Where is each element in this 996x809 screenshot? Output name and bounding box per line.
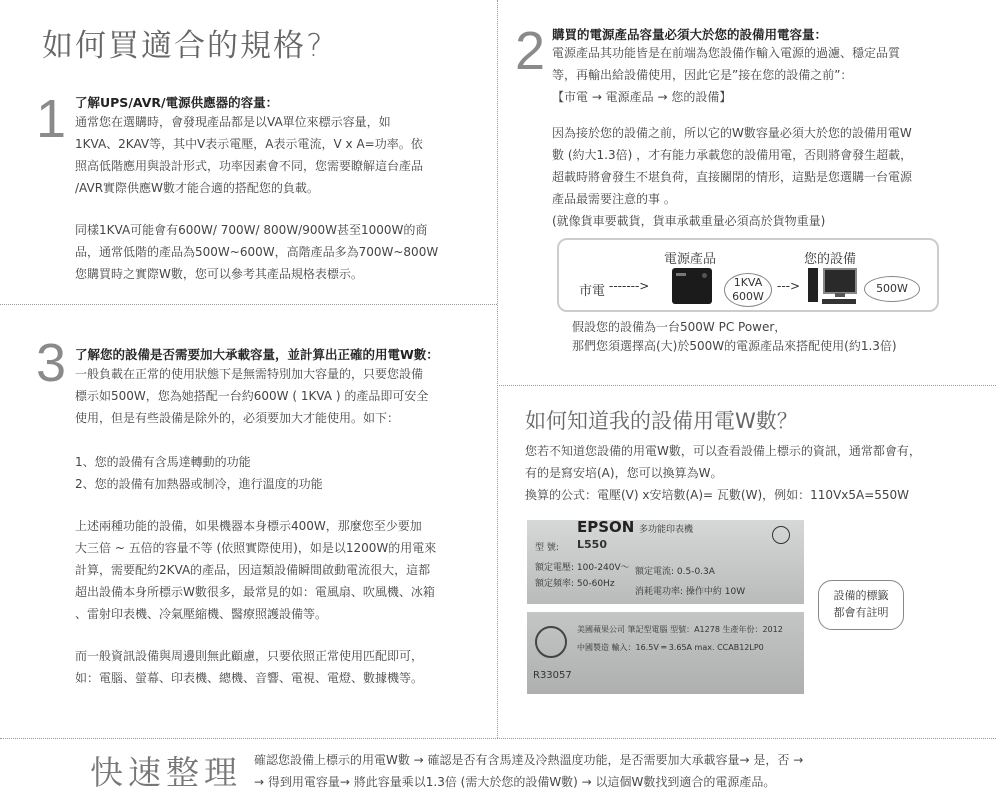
summary-text: 確認您設備上標示的用電W數 → 確認是否有含馬達及冷熱溫度功能，是否需要加大承載容量→ 是，否 → → 得到用電容量→ 將此容量乘以1.3倍 (需大於您的設備W數) → 以這個W數找到適合的電源產品。: [254, 753, 804, 789]
mains-arrow: ------->: [609, 279, 650, 293]
label-model: L550: [577, 538, 607, 551]
section-4-text: 您若不知道您設備的用電W數，可以查看設備上標示的資訊，通常都會有， 有的是寫安培(A)，您可以換算為W。 換算的公式：電壓(V) x安培數(A)= 瓦數(W)，例如：110Vx5A=550W: [525, 444, 921, 502]
section-1-number: 1: [36, 89, 67, 149]
summary-title: 快速整理: [90, 753, 242, 792]
ups-arrow: --->: [777, 279, 801, 293]
section-2-text-2: 因為接於您的設備之前，所以它的W數容量必須大於您的設備用電W 數 (約大1.3倍) ，才有能力承載您的設備用電，否則將會發生超載， 超載時將會發生不堪負荷，直接關閉的情形，這點是您選購一台電源 產品最需要注意的事 。 (就像貨車要載貨，貨車承載重量必須高於貨物重量): [552, 126, 913, 228]
label-power: 消耗電功率: 操作中約 10W: [635, 587, 746, 597]
section-3-text: 一般負載在正常的使用狀態下是無需特別加大容量的，只要您設備 標示如500W，您為她搭配一台約600W ( 1KVA ) 的產品即可安全 使用，但是有些設備是除外的，必須要加大才能使用。如下：: [75, 367, 429, 425]
certification-mark-icon: [772, 526, 790, 544]
computer-icon: [808, 268, 860, 306]
ups-capacity-bubble: 1KVA 600W: [724, 273, 772, 307]
label-brand: EPSON: [577, 518, 635, 536]
power-chain-diagram: [557, 238, 939, 312]
label-desc: 多功能印表機: [639, 525, 694, 535]
laptop-label-photo: [527, 612, 804, 694]
section-1-text: 通常您在選購時，會發現產品都是以VA單位來標示容量，如 1KVA、2KAV等，其中V表示電壓，A表示電流，V x A=功率。依 照高低階應用與設計形式，功率因素會不同，您需要瞭解這台產品 /AVR實際供應W數才能合適的搭配您的負載。: [75, 115, 424, 195]
section-2-text: 電源產品其功能皆是在前端為您設備作輸入電源的過濾、穩定品質 等，再輸出給設備使用，因此它是”接在您的設備之前”： 【市電 → 電源產品 → 您的設備】: [552, 46, 901, 104]
section-3-text-3: 而一般資訊設備與周邊則無此顧慮，只要依照正常使用匹配即可， 如：電腦、螢幕、印表機、總機、音響、電視、電燈、數據機等。: [75, 649, 424, 685]
ups-icon: [672, 268, 712, 304]
laptop-label-line3: R33057: [533, 670, 572, 681]
bottom-divider: [0, 738, 996, 739]
label-freq: 額定頻率: 50-60Hz: [535, 579, 615, 589]
right-divider: [497, 385, 996, 386]
section-3-number: 3: [36, 333, 67, 393]
device-label-photo: [527, 520, 804, 604]
section-3-heading: 了解您的設備是否需要加大承載容量，並計算出正確的用電W數：: [75, 347, 439, 362]
diagram-label-your-device: 您的設備: [804, 252, 857, 267]
label-model-label: 型 號:: [535, 543, 559, 553]
section-3-list: [75, 451, 485, 495]
label-callout: 設備的標籤 都會有註明: [818, 580, 904, 630]
list-item: 1、您的設備有含馬達轉動的功能: [75, 455, 251, 469]
diagram-note: 假設您的設備為一台500W PC Power， 那們您須選擇高(大)於500W的電源產品來搭配使用(約1.3倍): [572, 320, 897, 353]
page-title: 如何買適合的規格?: [42, 28, 325, 64]
diagram-label-power-product: 電源產品: [664, 252, 717, 267]
section-1-heading: 了解UPS/AVR/電源供應器的容量：: [75, 95, 279, 110]
list-item: 2、您的設備有加熱器或制冷，進行溫度的功能: [75, 477, 323, 491]
section-3-text-2: 上述兩種功能的設備，如果機器本身標示400W，那麼您至少要加 大三倍 ~ 五倍的容量不等 (依照實際使用)，如是以1200W的用電來 計算，需要配約2KVA的產品，因這類設備瞬間啟動電流很大，這都 超出設備本身所標示W數很多，最常見的如：電風扇、吹風機、冰箱 、雷射印表機、冷氣壓縮機、醫療照護設備等。: [75, 519, 437, 621]
device-capacity-bubble: 500W: [864, 276, 920, 302]
certification-seal-icon: [535, 626, 567, 658]
section-2-number: 2: [515, 21, 546, 81]
section-1-text-2: 同樣1KVA可能會有600W/ 700W/ 800W/900W甚至1000W的商 品，通常低階的產品為500W~600W，高階產品多為700W~800W 您購買時之實際W數，您可以參考其產品規格表標示。: [75, 223, 439, 281]
left-divider: [0, 304, 497, 305]
center-divider: [497, 0, 498, 738]
laptop-label-line1: 美國蘋果公司 筆記型電腦 型號：A1278 生產年份：2012: [577, 625, 783, 634]
section-2-heading: 購買的電源產品容量必須大於您的設備用電容量：: [552, 27, 828, 42]
diagram-label-mains: 市電: [579, 284, 606, 299]
label-voltage: 額定電壓: 100-240V～: [535, 563, 630, 573]
section-4-title: 如何知道我的設備用電W數？: [525, 409, 798, 433]
label-current: 額定電流: 0.5-0.3A: [635, 567, 715, 577]
laptop-label-line2: 中國製造 輸入：16.5V ═ 3.65A max. CCAB12LP0: [577, 643, 764, 652]
